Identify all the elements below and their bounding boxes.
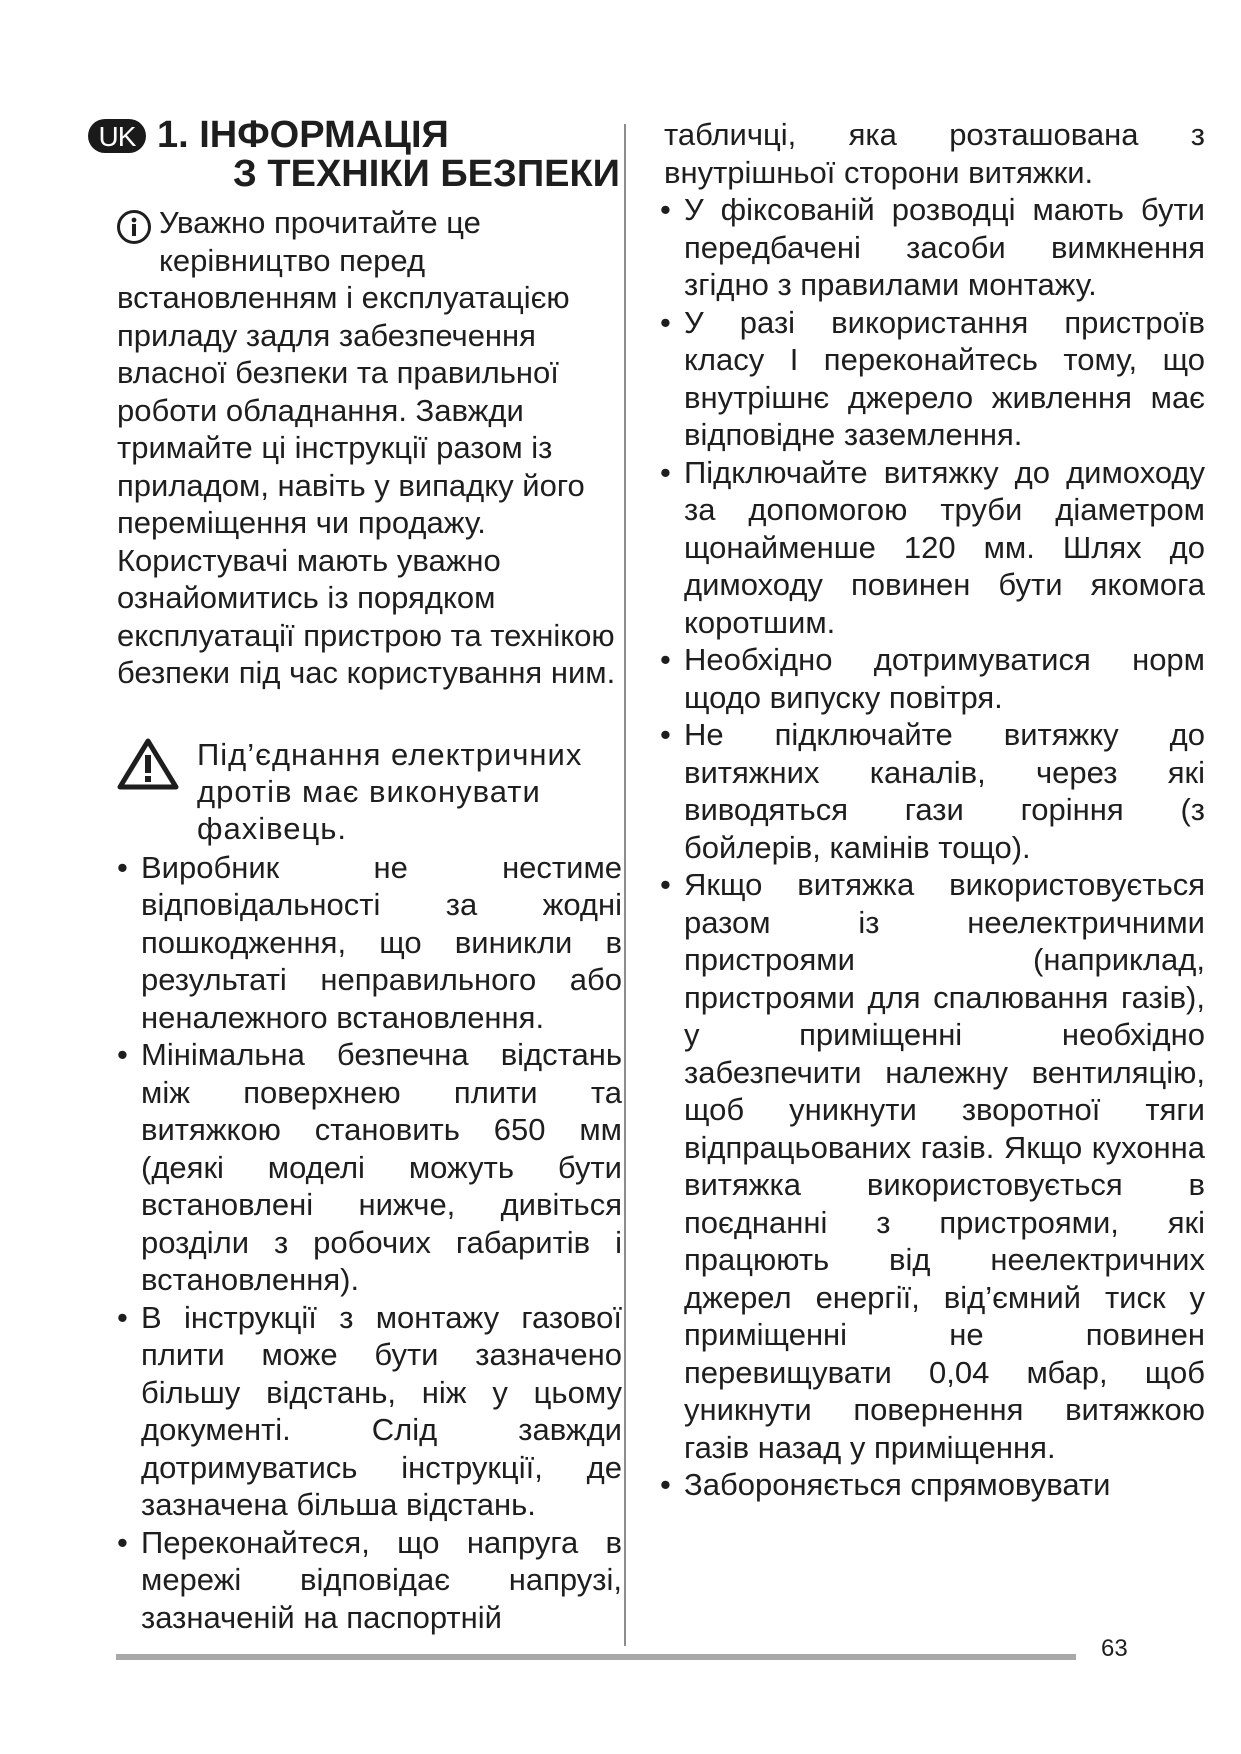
right-bullet-list [660, 191, 1205, 1504]
list-item: • Забороняється спрямовувати [660, 1466, 1205, 1504]
warning-paragraph: Під’єднання електричних дротів має виконувати фахівець. [197, 736, 583, 846]
warning-notice [117, 736, 622, 847]
list-item: • Необхідно дотримуватися норм щодо випуску повітря. [660, 641, 1205, 716]
info-icon [117, 210, 151, 244]
list-item: • В інструкції з монтажу газової плити може бути зазначено більшу відстань, ніж у цьому документі. Слід завжди дотримуватись інструкції, де зазначена більша відстань. [117, 1299, 622, 1524]
list-item: • Переконайтеся, що напруга в мережі відповідає напрузі, зазначеній на паспортній [117, 1524, 622, 1637]
list-item: • Підключайте витяжку до димоходу за допомогою труби діаметром щонайменше 120 мм. Шлях до димоходу повинен бути якомога коротшим. [660, 454, 1205, 642]
list-item: • Мінімальна безпечна відстань між поверхнею плити та витяжкою становить 650 мм (деякі моделі можуть бути встановлені нижче, дивіться розділи з робочих габаритів і встановлення). [117, 1036, 622, 1299]
list-item: • Виробник не нестиме відповідальності за жодні пошкодження, що виникли в результаті неправильного або неналежного встановлення. [117, 849, 622, 1037]
page-number: 63 [1101, 1635, 1128, 1662]
warning-icon [117, 738, 179, 798]
list-item: • Якщо витяжка використовується разом із неелектричними пристроями (наприклад, пристроями для спалювання газів), у приміщенні необхідно забезпечити належну вентиляцію, щоб уникнути зворотної тяги відпрацьованих газів. Якщо кухонна витяжка використовується в поєднанні з пристроями, які працюють від неелектричних джерел енергії, від’ємний тиск у приміщенні не повинен перевищувати 0,04 мбар, щоб уникнути повернення витяжкою газів назад у приміщення. [660, 866, 1205, 1466]
list-item: • У фіксованій розводці мають бути передбачені засоби вимкнення згідно з правилами монтажу. [660, 191, 1205, 304]
heading-line-1: 1. ІНФОРМАЦІЯ [157, 114, 449, 156]
footer-rule [116, 1654, 1076, 1660]
right-column [660, 116, 1205, 1504]
list-item: • У разі використання пристроїв класу I переконайтесь тому, що внутрішнє джерело живлення має відповідне заземлення. [660, 304, 1205, 454]
left-column [98, 114, 622, 1636]
left-bullet-list [117, 849, 622, 1637]
column-divider [624, 124, 626, 1646]
language-badge: UK [88, 119, 146, 153]
info-notice [117, 204, 622, 692]
continuation-text: табличці, яка розташована з внутрішньої сторони витяжки. [664, 117, 1205, 190]
info-paragraph: Уважно прочитайте це керівництво перед встановленням і експлуатацією приладу задля забезпечення власної безпеки та правильної роботи обладнання. Завжди тримайте ці інструкції разом із приладом, навіть у випадку його переміщення чи продажу. Користувачі мають уважно ознайомитись із порядком експлуатації пристрою та технікою безпеки під час користування ним. [117, 205, 616, 690]
heading-line-2: З ТЕХНІКИ БЕЗПЕКИ [233, 153, 620, 195]
list-item: • Не підключайте витяжку до витяжних каналів, через які виводяться гази горіння (з бойлерів, камінів тощо). [660, 716, 1205, 866]
section-heading [98, 114, 622, 195]
